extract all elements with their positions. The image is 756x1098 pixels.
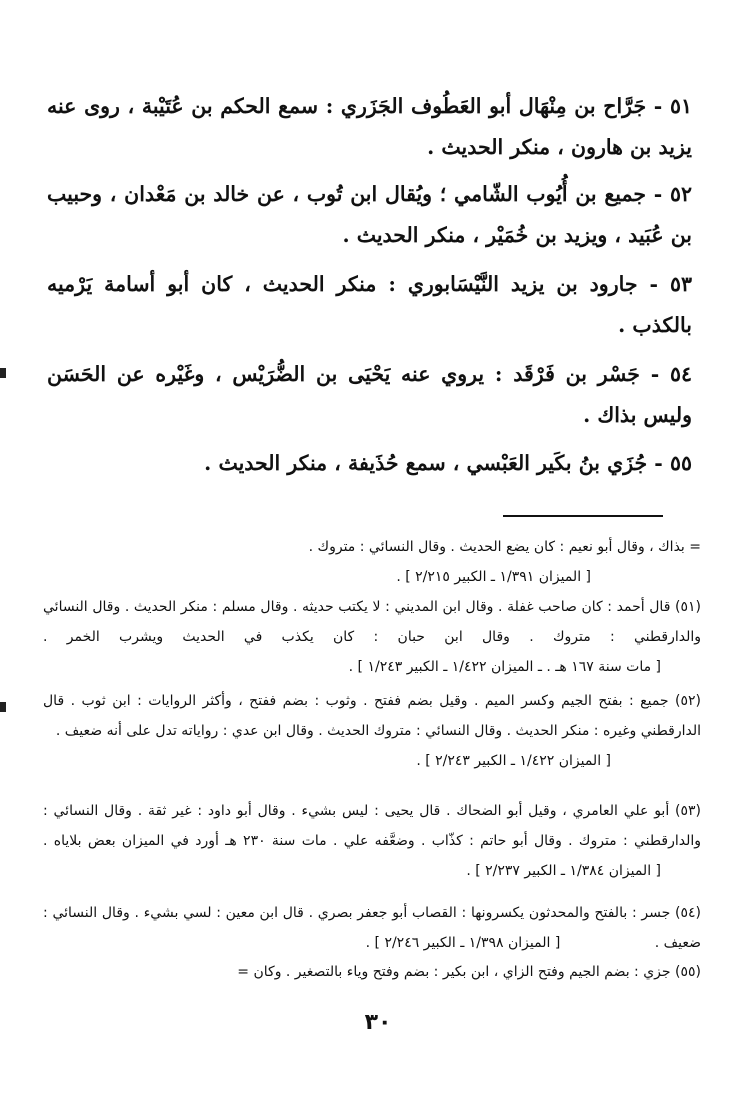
footnote-text: (٥٣) أبو علي العامري ، وقيل أبو الضحاك . قال يحيى : ليس بشيء . وقال أبو داود : غير ثقة . وقال النسائي : والدارقطني : متروك . وقال أبو حاتم : كذّاب . وضعَّفه علي . مات سنة ٢٣٠ هـ أورد في الميزان بعض بلاياه . bbox=[43, 803, 701, 849]
scan-margin-mark bbox=[0, 368, 6, 378]
footnote-text: = بذاك ، وقال أبو نعيم : كان يضع الحديث . وقال النسائي : متروك . bbox=[308, 539, 701, 555]
footnote-text: (٥٤) جسر : بالفتح والمحدثون يكسرونها : القصاب أبو جعفر بصري . قال ابن معين : لسي بشيء . وقال النسائي : ضعيف . bbox=[43, 905, 701, 951]
page-number: ٣٠ bbox=[364, 1010, 392, 1035]
entry-54: ٥٤ - جَسْر بن فَرْقَد : يروي عنه يَحْيَى بن الضُّرَيْس ، وغَيْره عن الحَسَن وليس بذاك . bbox=[47, 362, 692, 427]
entry-53: ٥٣ - جارود بن يزيد النَّيْسَابوري : منكر الحديث ، كان أبو أسامة يَرْميه بالكذب . bbox=[47, 272, 692, 337]
footnote-text: (٥١) قال أحمد : كان صاحب غفلة . وقال ابن المديني : لا يكتب حديثه . وقال مسلم : منكر الحديث . وقال النسائي والدارقطني : متروك . وقال ابن حبان : كان يكذب في الحديث ويشرب الخمر . bbox=[43, 599, 701, 645]
scan-margin-mark bbox=[0, 702, 6, 712]
footnote-text: (٥٥) جزي : بضم الجيم وفتح الزاي ، ابن بكير : بضم وفتح وياء بالتصغير . وكان = bbox=[237, 964, 701, 980]
footnote-reference: [ مات سنة ١٦٧ هـ . ـ الميزان ١/٤٢٢ ـ الكبير ١/٢٤٣ ] . bbox=[348, 659, 661, 675]
footnote-51 bbox=[43, 592, 701, 682]
footnote-reference: [ الميزان ١/٣٨٤ ـ الكبير ٢/٢٣٧ ] . bbox=[466, 863, 661, 879]
footnote-reference: [ الميزان ١/٣٩٨ ـ الكبير ٢/٢٤٦ ] . bbox=[365, 935, 561, 951]
footnote-reference: [ الميزان ١/٣٩١ ـ الكبير ٢/٢١٥ ] . bbox=[396, 569, 591, 585]
entry-55: ٥٥ - جُزَي بنُ بكَير العَبْسي ، سمع حُذَيفة ، منكر الحديث . bbox=[204, 451, 692, 475]
entry-52: ٥٢ - جميع بن أُيُوب الشّامي ؛ ويُقال ابن تُوب ، عن خالد بن مَعْدان ، وحبيب بن عُبَيد ، ويزيد بن خُمَيْر ، منكر الحديث . bbox=[47, 182, 692, 247]
footnote-55 bbox=[43, 957, 701, 987]
footnote-54 bbox=[43, 898, 701, 958]
footnote-separator bbox=[503, 515, 663, 517]
footnote-reference: [ الميزان ١/٤٢٢ ـ الكبير ٢/٢٤٣ ] . bbox=[416, 753, 611, 769]
footnote-53 bbox=[43, 796, 701, 886]
footnote-text: (٥٢) جميع : بفتح الجيم وكسر الميم . وقيل بضم ففتح . وثوب : بضم ففتح ، وأكثر الروايات : ابن ثوب . قال الدارقطني وغيره : منكر الحديث . وقال النسائي : متروك الحديث . وقال ابن عدي : رواياته تدل على أنه ضعيف . bbox=[43, 693, 701, 739]
footnote-continued bbox=[43, 532, 701, 592]
footnote-52 bbox=[43, 686, 701, 776]
entry-51: ٥١ - جَرَّاح بن مِنْهَال أبو العَطُوف الجَزَري : سمع الحكم بن عُتَيْبة ، روى عنه يزيد بن هارون ، منكر الحديث . bbox=[47, 94, 692, 159]
